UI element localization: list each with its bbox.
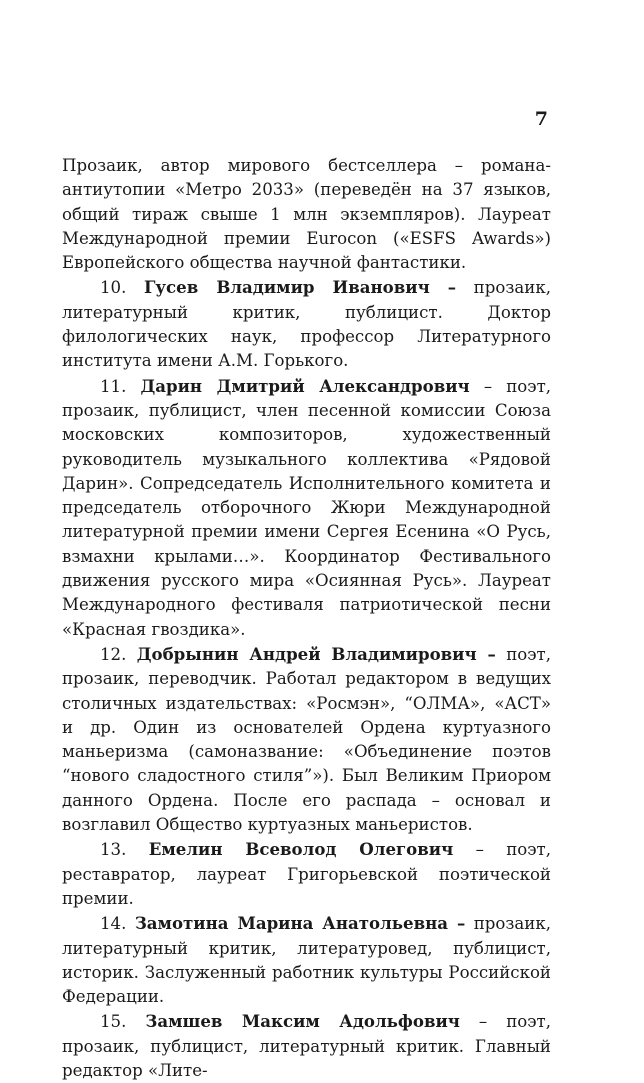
entry-text: поэт, прозаик, переводчик. Работал редактором в ведущих столичных издательствах: «Росмэн», “ОЛМА», «АСТ» и др. Один из основателей Ордена куртуазного маньеризма (самоназвание: «Объединение поэтов “нового сладостного стиля”»). Был Великим Приором данного Ордена. После его распада – основал и возглавил Общество куртуазных маньеристов. <box>62 644 551 835</box>
page-number: 7 <box>534 108 548 130</box>
entry-11 <box>62 374 551 642</box>
entry-text: – поэт, реставратор, лауреат Григорьевской поэтической премии. <box>62 840 552 908</box>
entry-name: Емелин Всеволод Олегович <box>148 839 454 860</box>
entry-12 <box>62 642 551 837</box>
entry-number: 11. <box>100 376 127 396</box>
entry-name: Замотина Марина Анатольевна – <box>134 913 466 934</box>
entry-14 <box>62 911 551 1009</box>
entry-15 <box>62 1009 551 1083</box>
paragraph-text: Прозаик, автор мирового бестселлера – романа-антиутопии «Метро 2033» (переведён на 37 языков, общий тираж свыше 1 млн экземпляров). Лауреат Международной премии Eurocon («ESFS Awards») Европейского общества научной фантастики. <box>62 156 551 273</box>
entry-text: – поэт, прозаик, публицист, литературный критик. Главный редактор «Лите- <box>62 1012 551 1080</box>
entry-name: Дарин Дмитрий Александрович <box>140 375 470 396</box>
entry-number: 12. <box>100 644 127 664</box>
paragraph-continuation <box>62 154 551 275</box>
entry-text: – поэт, прозаик, публицист, член песенной комиссии Союза московских композиторов, художественный руководитель музыкального коллектива «Рядовой Дарин». Сопредседатель Исполнительного комитета и председатель отборочного Жюри Международной литературной премии имени Сергея Есенина «О Русь, взмахни крылами…». Координатор Фестивального движения русского мира «Осиянная Русь». Лауреат Международного фестиваля патриотической песни «Красная гвоздика». <box>62 376 552 639</box>
entry-10 <box>62 275 551 373</box>
entry-13 <box>62 837 551 911</box>
entry-name: Замшев Максим Адольфович <box>145 1011 460 1032</box>
entry-text: прозаик, литературный критик, литературовед, публицист, историк. Заслуженный работник культуры Российской Федерации. <box>62 914 552 1007</box>
entry-text: прозаик, литературный критик, публицист. Доктор филологических наук, профессор Литературного института имени А.М. Горького. <box>62 278 551 371</box>
entry-number: 14. <box>100 914 127 934</box>
entry-number: 13. <box>100 840 127 860</box>
body-text <box>62 154 551 1083</box>
entry-name: Добрынин Андрей Владимирович – <box>136 643 496 664</box>
entry-name: Гусев Владимир Иванович – <box>143 277 457 298</box>
entry-number: 10. <box>100 278 127 298</box>
entry-number: 15. <box>100 1012 127 1032</box>
